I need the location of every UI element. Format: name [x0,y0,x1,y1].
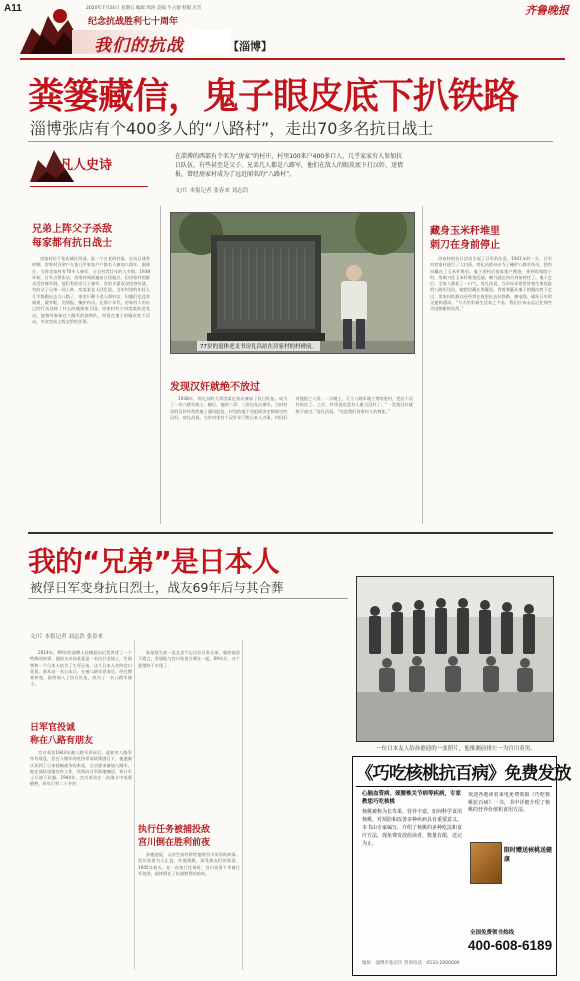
second-headline: 我的“兄弟”是日本人 [28,545,279,578]
second-subhead-c: 执行任务被捕投敌 [138,825,211,835]
date-line: 2020年7月24日 星期五 编辑 周涛 美编 牛占德 校版 庆芳 [86,6,202,11]
ad-footer: 地址：淄博市张店区 咨询电话：0533-2000000 [362,961,460,966]
left-body: 房家村位于张店城区西部，是一个古老的村落。在抗日战争时期，房家村百余户人家几乎家家户户都有人参加八路军。据统计，当时房家村有70多人参军，占全村青壮年的大多数。1938年初，日军占领张店，房家村周围遍布日伪据点。但房家村的群众没有被吓倒，他们有的送儿子参军，有的夫妻双双投身抗战，有的父子兄弟一同上阵。房某某老人回忆说，当年村里的年轻人几乎都跑出去当八路了，家里只剩下老人和妇女，但她们也没有闲着，做军鞋、送情报、掩护伤员。在那个年代，房家村人用自己的行动诠释了什么叫做保家卫国。房家村有个叫房某的老党员，他曾经参加过八路军的侦察队，经常在鬼子的眼皮底下活动，多次完成上级交给的任务。 [32,256,150,324]
second-subhead-a: 日军官投诚 [30,723,76,733]
second-subhead-d: 宫川倒在胜利前夜 [138,838,211,848]
left-subhead-2: 每家都有抗日战士 [32,238,112,249]
right-subhead-2: 刺刀在身前停止 [430,240,500,251]
subhead-rule [28,141,553,142]
column-title: 我们的抗战 [94,36,184,56]
lead-paragraph: 在淄博的西部有个名为“房家”的村庄，村里100来户400多口人，几乎家家有人参加抗日队伍，有些甚至是父子、兄弟几人都是八路军，他们在敌人的眼皮底下打汉奸、送情报，曾经房家村成为了远近闻名的“八路村”。 [175,153,404,178]
left-vrule [160,206,161,524]
ad-book-image [470,842,502,884]
ad-title: 《巧吃核桃抗百病》免费发放 [356,764,571,784]
second-body-2: 宫川英男1943年被八路军俘虏后，起初对八路军怀有敌意，但在八路军的优待俘虏政策感召下，他逐渐认识到了日本侵略战争的本质，主动要求参加八路军。他在部队里做宣传工作，经常向日军阵地喊话，劝日军士兵放下武器。1944年，宫川英男在一次战斗中英勇牺牲，时年只有二十多岁。 [30,750,132,787]
stele-photo-caption: 77岁的退休老支书房礼昌站在房家村的村碑前。 [197,341,320,351]
logo: 齐鲁晚报 [525,4,569,17]
soldiers-photo-caption: 一位日本友人给孙德迎的一张照片，他推测前排左一为宫川英男。 [376,746,536,752]
anniversary-label: 纪念抗战胜利七十周年 [88,17,179,27]
right-subhead-1: 藏身玉米秆堆里 [430,226,500,237]
col-rule-2 [242,640,243,970]
second-body-1: 2014年，69岁的淄博人孙德迎向记者讲述了一个特殊的故事。他的父亲孙某某是一名抗日老战士，生前曾和一个日本人结为了生死兄弟。这个日本人名叫宫川英男，原本是一名日本兵，在被八路军俘虏后，经过教育转变，最终加入了抗日队伍，成为了一名八路军战士。 [30,650,132,687]
main-headline: 粪篓藏信，鬼子眼皮底下扒铁路 [28,76,519,117]
epic-rule [30,186,148,187]
second-subhead-b: 称在八路有朋友 [30,736,94,746]
mid-vrule [422,206,423,524]
story-divider [28,532,553,534]
epic-badge [30,146,140,182]
middle-subhead: 发现汉奸就绝不放过 [170,382,260,393]
second-body-4: 孙德迎说，父亲生前经常给他讲宫川英男的故事。宫川英男为人正直，作战勇敢，深受战友们的喜爱。1945年春天，在一次执行任务时，宫川英男不幸被日军包围，最终倒在了抗战胜利的前夜。 [138,852,240,876]
second-body-3: 孙某某生前一直念念不忘这位日本兄弟，临终前留下遗言，希望能与宫川英男合葬在一起。69年后，这个愿望终于实现了。 [138,650,240,668]
middle-body: 1938年，房礼昌的大哥房某在张店参加了抗日队伍，成为了一名八路军战士。随后，他的二哥、三哥也先后参军。当时村里的汉奸经常给鬼子通风报信，村里的地下党组织决定除掉这些汉奸。房礼昌说，当年村里有个汉奸专门给日本人办事，村民们对他恨之入骨。一天晚上，几个八路军战士悄悄进村，把这个汉奸抓住了。之后，村里再也没有人敢当汉奸了。“一发现汉奸就绝不放过，”房礼昌说，“这是我们房家村人的规矩。” [170,396,413,420]
ad-title-rule [356,786,552,787]
stele-photo [170,212,415,354]
second-body-3b [246,650,346,810]
right-body: 房家村的抗日活动引起了日军的注意。1941年的一天，日军对房家村进行了大扫荡，房礼昌的母亲为了掩护八路军伤员，把伤员藏在了玉米秆堆里。鬼子进村后挨家挨户搜查，来到房家院子时，用刺刀往玉米秆堆里乱捅，刺刀就在伤员身前停住了。鬼子走后，全家人都松了一口气。房礼昌说，当年母亲常常冒着生命危险给八路军送信，她把信藏在粪篓里，背着粪篓从鬼子的眼皮底下走过。房家村的群众还经常在夜里出去扒铁路、割电线，破坏日军的交通和通讯。“今天的幸福生活来之不易，我们应该永远记住那些为国捐躯的先烈。” [430,256,552,312]
epic-label: 凡人史诗 [60,158,113,173]
second-subhead: 被俘日军变身抗日烈士，战友69年后与其合葬 [30,580,284,595]
second-subhead-rule [28,598,348,599]
left-subhead-1: 兄弟上阵父子杀敌 [32,224,112,235]
second-byline: 文/片 本报记者 刘志浩 张春来 [30,634,104,640]
ad-phone-label: 全国免费领书热线 [470,930,515,936]
ad-phone: 400-608-6189 [468,938,553,953]
soldiers-photo [356,576,554,742]
page-number: A11 [4,3,22,14]
header-rule [20,58,565,60]
ad-right-text: 欢迎各地读者来电免费领取《巧吃核桃抗百病》一书，书中详细介绍了核桃的营养价值和食用方法。 [468,792,550,813]
section-label: 【淄博】 [228,40,272,53]
main-byline: 文/片 本报记者 张春来 刘志浩 [175,188,249,194]
ad-right-sub: 限时赠送核桃送健康 [504,847,553,863]
col-rule-1 [134,640,135,970]
ad-body: 核桃被称为长寿果，营养丰富。如何科学食用核桃，对预防和改善多种疾病具有重要意义。本书由专家编写，介绍了核桃的多种吃法和食疗方法，现免费发放给读者，数量有限，送完为止。 [362,809,462,847]
ad-lead: 心脑血管病、颈腰椎关节病等疾病，专家教您巧吃核桃 [362,791,462,805]
main-subhead: 淄博张店有个400多人的“八路村”，走出70多名抗日战士 [30,119,434,138]
